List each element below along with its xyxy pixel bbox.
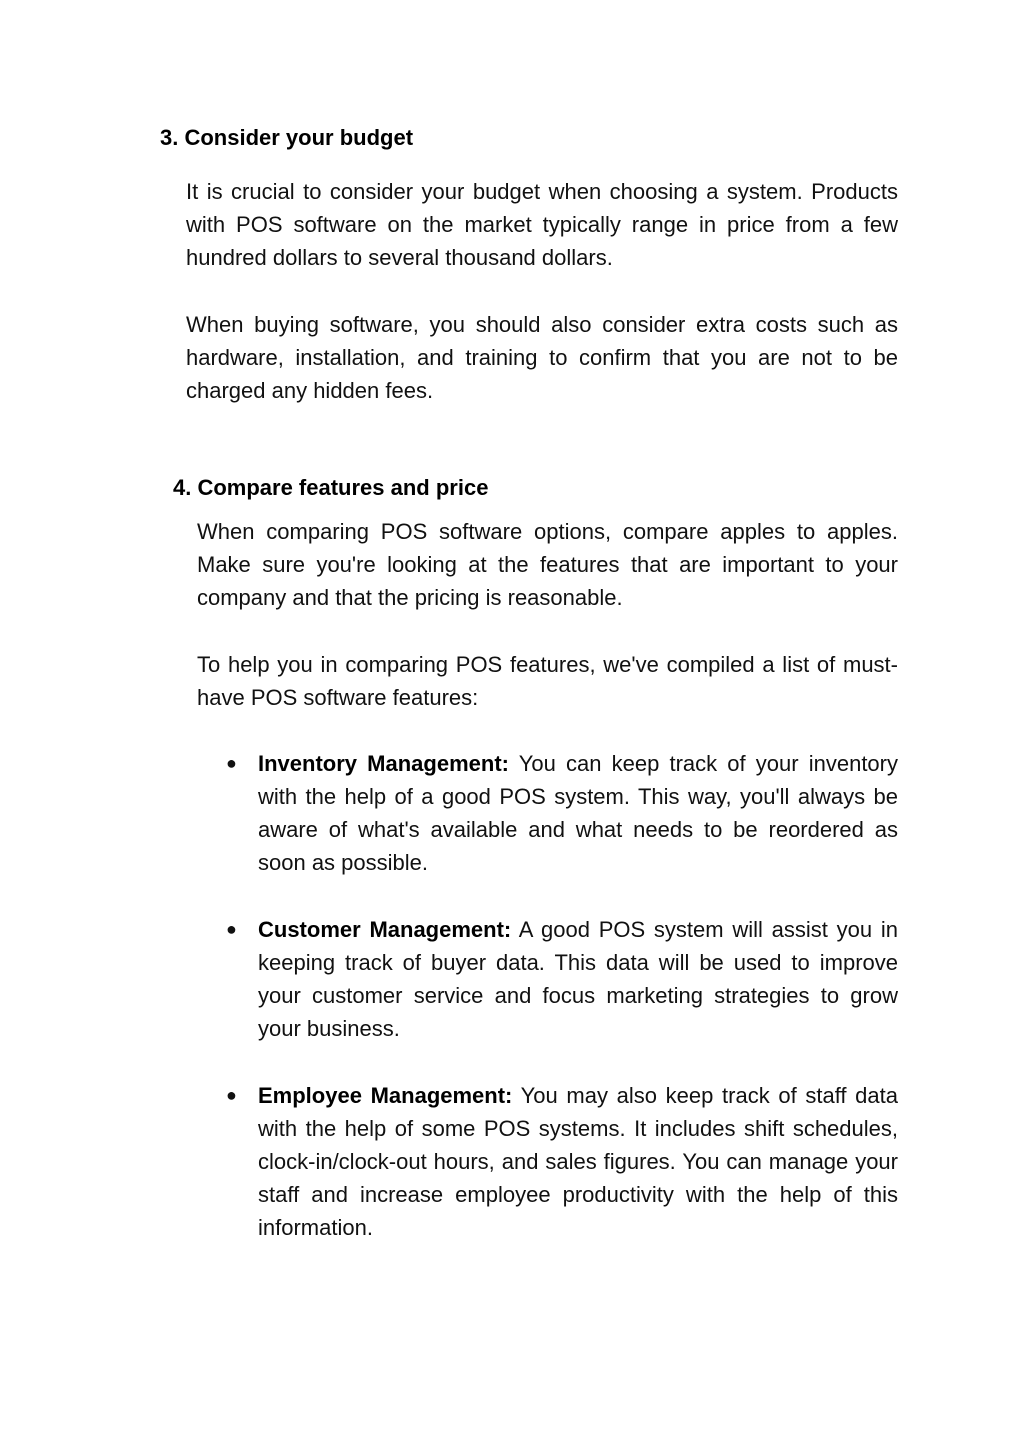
paragraph-budget-extra-costs: When buying software, you should also consider extra costs such as hardware, installation, and training to confirm that you are not to be charged any hidden fees. bbox=[186, 312, 898, 403]
bullet-text: You may also keep track of staff data with the help of some POS systems. It includes shift schedules, clock-in/clock-out hours, and sales figures. You can manage your staff and increase employee productivity with the help of this information. bbox=[258, 1083, 898, 1240]
section-heading-compare: 4. Compare features and price bbox=[173, 475, 489, 500]
paragraph-budget-range: It is crucial to consider your budget when choosing a system. Products with POS software on the market typically range in price from a few hundred dollars to several thousand dollars. bbox=[186, 179, 898, 270]
bullet-lead: Employee Management: bbox=[258, 1083, 513, 1108]
bullet-text: A good POS system will assist you in keeping track of buyer data. This data will be used to improve your customer service and focus marketing strategies to grow your business. bbox=[258, 917, 899, 1041]
list-item-customer bbox=[258, 913, 898, 1045]
section-heading-budget: 3. Consider your budget bbox=[160, 125, 414, 150]
bullet-dot: ● bbox=[226, 1085, 237, 1105]
list-item-employee bbox=[258, 1079, 898, 1244]
list-item-inventory bbox=[258, 747, 898, 879]
bullet-lead: Customer Management: bbox=[258, 917, 512, 942]
bullet-text: You can keep track of your inventory with the help of a good POS system. This way, you'll always be aware of what's available and what needs to be reordered as soon as possible. bbox=[258, 751, 898, 875]
paragraph-compare-intro: To help you in comparing POS features, we've compiled a list of must-have POS software features: bbox=[197, 652, 898, 710]
bullet-lead: Inventory Management: bbox=[258, 751, 509, 776]
bullet-dot: ● bbox=[226, 753, 237, 773]
bullet-dot: ● bbox=[226, 919, 237, 939]
paragraph-compare-apples: When comparing POS software options, compare apples to apples. Make sure you're looking at the features that are important to your company and that the pricing is reasonable. bbox=[197, 519, 898, 610]
